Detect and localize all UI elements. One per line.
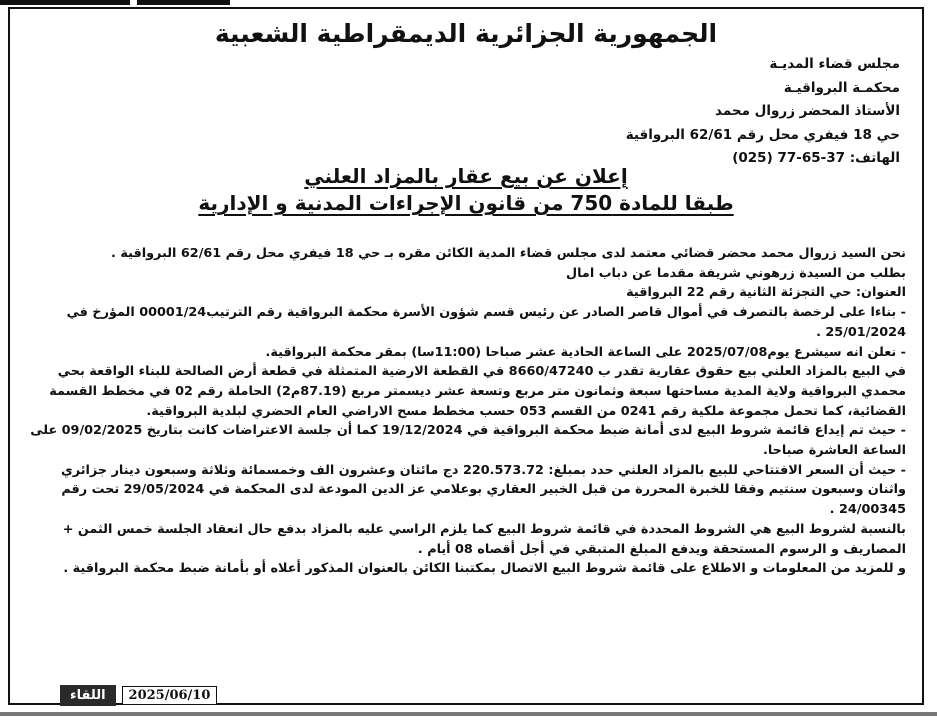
body-paragraph: - حيث أن السعر الافتتاحي للبيع بالمزاد العلني حدد بمبلغ: 220.573.72 دج مائتان وعشرون الف وخمسمائة وثلاثة وسبعون دينار جزائري واثنان وسبعون سنتيم وفقا للخبرة المحررة من قبل الخبير العقاري بوعلامي عز الدين المودعة لدى المحكمة في 29/05/2024 تحت رقم 24/00345 . bbox=[61, 462, 906, 518]
body-paragraph: بالنسبة لشروط البيع هي الشروط المحددة في قائمة شروط البيع كما يلزم الراسي عليه بالمزاد بدفع حال انعقاد الجلسة خمس الثمن + المصاريف و الرسوم المستحقة ويدفع المبلغ المتبقي في أجل أقصاه 08 أيام . bbox=[62, 521, 906, 557]
publication-footer bbox=[60, 684, 217, 706]
office-address: حي 18 فيفري محل رقم 62/61 البرواقية bbox=[625, 126, 900, 143]
publication-date: 2025/06/10 bbox=[122, 686, 218, 705]
body-paragraph: - نعلن انه سيشرع يوم2025/07/08 على الساعة الحادية عشر صباحا (11:00سا) بمقر محكمة البرواقية. bbox=[265, 344, 906, 360]
body-paragraph: في البيع بالمزاد العلني بيع حقوق عقارية تقدر ب 8660/47240 في القطعة الارضية المتمثلة في قطعة أرض الصالحة للبناء الواقعة بحي محمدي البرواقية ولاية المدية مساحتها سبعة وثمانون متر مربع وتسعة عشر ديسمتر مربع (87.19م2) الحاملة رقم 02 في مخطط القسمة القضائية، كما تحمل مجموعة ملكية رقم 0241 من القسم 053 حسب مخطط مسح الاراضي العام الحضري لبلدية البرواقية. bbox=[49, 364, 906, 419]
newspaper-tag: اللقاء bbox=[60, 685, 116, 706]
court-name: محكمـة البرواقيـة bbox=[783, 79, 900, 96]
announcement-line-1: إعلان عن بيع عقار بالمزاد العلني bbox=[304, 164, 628, 188]
announcement-line-2: طبقا للمادة 750 من قانون الإجراءات المدنية و الإدارية bbox=[198, 191, 734, 215]
body-paragraph: - بناءا على لرخصة بالتصرف في أموال قاصر الصادر عن رئيس قسم شؤون الأسرة محكمة البرواقية رقم الترتيب00001/24 المؤرخ في 25/01/2024 . bbox=[66, 305, 906, 340]
notice-frame bbox=[8, 7, 924, 705]
notice-body bbox=[28, 244, 906, 579]
body-paragraph: بطلب من السيدة زرهوني شريفة مقدما عن دباب امال bbox=[566, 265, 906, 281]
announcement-heading bbox=[10, 163, 922, 217]
bottom-bar bbox=[0, 712, 937, 716]
issuer-header bbox=[626, 53, 900, 171]
bailiff-name: الأستاذ المحضر زروال محمد bbox=[715, 103, 900, 119]
body-paragraph: - حيث تم إيداع قائمة شروط البيع لدى أمانة ضبط محكمة البرواقية في 19/12/2024 كما أن جلسة الاعتراضات كانت بتاريخ 09/02/2025 على الساعة العاشرة صباحا. bbox=[30, 423, 906, 459]
top-bar-right bbox=[137, 0, 230, 5]
council-name: مجلس قضاء المديـة bbox=[769, 56, 900, 72]
top-bar-left bbox=[0, 0, 130, 5]
body-paragraph: العنوان: حي التجزئة الثانية رقم 22 البرواقية bbox=[626, 285, 906, 301]
phone-number: الهاتف: 37-65-77 (025) bbox=[732, 150, 900, 166]
body-paragraph: نحن السيد زروال محمد محضر قضائي معتمد لدى مجلس قضاء المدية الكائن مقره بـ حي 18 فيفري محل رقم 62/61 البرواقية . bbox=[111, 246, 906, 261]
republic-title: الجمهورية الجزائرية الديمقراطية الشعبية bbox=[214, 19, 718, 48]
body-paragraph: و للمزيد من المعلومات و الاطلاع على قائمة شروط البيع الاتصال بمكتبنا الكائن بالعنوان المذكور أعلاه أو بأمانة ضبط محكمة البرواقية . bbox=[63, 561, 906, 577]
